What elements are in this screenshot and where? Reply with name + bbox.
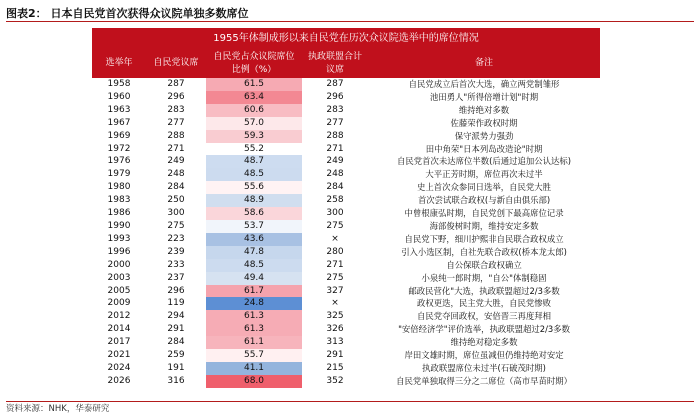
cell-year: 2009: [107, 298, 131, 309]
cell-coalition: 325: [326, 311, 344, 322]
cell-ratio: 55.7: [206, 349, 302, 362]
cell-seats: 294: [167, 311, 185, 322]
cell-coalition: 291: [326, 350, 344, 361]
cell-ratio: 24.8: [206, 297, 302, 310]
cell-ratio: 55.2: [206, 143, 302, 156]
table-row: [92, 168, 600, 181]
cell-coalition: 352: [326, 375, 344, 386]
cell-note: 池田勇人"所得倍增计划"时期: [429, 91, 539, 102]
cell-year: 2003: [107, 272, 131, 283]
table-row: [92, 117, 600, 130]
cell-ratio: 61.3: [206, 310, 302, 323]
table-row: [92, 297, 600, 310]
cell-note: 自民党夺回政权，安倍晋三再度拜相: [417, 311, 552, 322]
cell-year: 1979: [107, 169, 131, 180]
cell-seats: 300: [167, 208, 185, 219]
cell-seats: 233: [167, 259, 185, 270]
cell-seats: 248: [167, 169, 185, 180]
table-column-header-row: [92, 49, 600, 78]
election-seats-table: [92, 28, 600, 388]
cell-note: 维持绝对稳定多数: [450, 337, 518, 348]
table-row: [92, 285, 600, 298]
cell-coalition: 284: [326, 182, 344, 193]
cell-coalition: 271: [326, 259, 344, 270]
table-row: [92, 194, 600, 207]
cell-coalition: 275: [326, 272, 344, 283]
cell-note: 自民党下野，细川护熙非自民联合政权成立: [404, 233, 564, 244]
cell-seats: 223: [167, 233, 185, 244]
table-row: [92, 362, 600, 375]
figure-title: 图表2： 日本自民党首次获得众议院单独多数席位: [6, 6, 694, 22]
cell-note: 海部俊树时期，维持安定多数: [429, 220, 539, 231]
cell-year: 1958: [107, 79, 131, 89]
cell-coalition: 288: [326, 130, 344, 141]
header-seats: 自民党议席: [146, 49, 206, 78]
cell-coalition: 313: [326, 337, 344, 348]
header-ratio: 自民党占众议院席位 比例（%）: [206, 49, 302, 78]
cell-year: 2017: [107, 337, 131, 348]
cell-year: 1960: [107, 91, 131, 102]
cell-seats: 275: [167, 220, 185, 231]
cell-ratio: 48.9: [206, 194, 302, 207]
cell-year: 2005: [107, 285, 131, 296]
table-row: [92, 104, 600, 117]
cell-ratio: 61.1: [206, 336, 302, 349]
cell-seats: 237: [167, 272, 185, 283]
cell-note: 执政联盟席位未过半(石破茂时期): [422, 362, 546, 373]
table-row: [92, 233, 600, 246]
table-row: [92, 91, 600, 104]
table-main-header: 1955年体制成形以来自民党在历次众议院选举中的席位情况: [92, 28, 600, 49]
cell-seats: 250: [167, 195, 185, 206]
cell-year: 2024: [107, 362, 131, 373]
table-row: [92, 375, 600, 388]
cell-coalition: 283: [326, 104, 344, 115]
cell-coalition: 271: [326, 143, 344, 154]
cell-seats: 288: [167, 130, 185, 141]
table-row: [92, 207, 600, 220]
table-row: [92, 349, 600, 362]
cell-coalition: 280: [326, 246, 344, 257]
cell-ratio: 59.3: [206, 130, 302, 143]
cell-note: 佐藤荣作政权时期: [450, 117, 518, 128]
cell-seats: 291: [167, 324, 185, 335]
cell-coalition: 248: [326, 169, 344, 180]
cell-note: 小泉纯一郎时期，"自公"体制稳固: [421, 272, 547, 283]
table-main-header-row: [92, 28, 600, 49]
table-row: [92, 336, 600, 349]
table-row: [92, 246, 600, 259]
cell-ratio: 63.4: [206, 91, 302, 104]
cell-year: 1976: [107, 156, 131, 167]
cell-seats: 119: [167, 298, 185, 309]
cell-coalition: 300: [326, 208, 344, 219]
cell-ratio: 41.1: [206, 362, 302, 375]
header-year: 选举年: [92, 49, 146, 78]
cell-ratio: 60.6: [206, 104, 302, 117]
cell-note: 政权更迭，民主党大胜，自民党惨败: [417, 298, 552, 309]
cell-ratio: 58.6: [206, 207, 302, 220]
cell-seats: 284: [167, 182, 185, 193]
table-row: [92, 323, 600, 336]
cell-note: 引入小选区制，自社先联合政权(桥本龙太郎): [401, 246, 567, 257]
cell-seats: 296: [167, 285, 185, 296]
cell-year: 2026: [107, 375, 131, 386]
header-coalition: 执政联盟合计 议席: [302, 49, 368, 78]
cell-year: 1980: [107, 182, 131, 193]
cell-ratio: 53.7: [206, 220, 302, 233]
cell-coalition: 215: [326, 362, 344, 373]
cell-seats: 249: [167, 156, 185, 167]
cell-year: 1986: [107, 208, 131, 219]
cell-year: 2000: [107, 259, 131, 270]
cell-note: 田中角荣"日本列岛改造论"时期: [425, 143, 543, 154]
cell-ratio: 68.0: [206, 375, 302, 388]
cell-ratio: 61.7: [206, 285, 302, 298]
cell-note: 自民党首次未达席位半数(后通过追加公认达标): [397, 156, 572, 167]
cell-year: 2014: [107, 324, 131, 335]
table-row: [92, 181, 600, 194]
cell-note: 邮政民营化"大选，执政联盟超过2/3多数: [408, 285, 560, 296]
cell-note: 自民党成立后首次大选，确立两党制雏形: [408, 79, 560, 89]
table-row: [92, 259, 600, 272]
cell-seats: 296: [167, 91, 185, 102]
cell-year: 1996: [107, 246, 131, 257]
cell-note: 中曾根康弘时期，自民党创下最高席位记录: [404, 208, 564, 219]
table-row: [92, 78, 600, 91]
cell-year: 1990: [107, 220, 131, 231]
cell-coalition: ×: [331, 233, 339, 244]
cell-year: 1983: [107, 195, 131, 206]
cell-ratio: 48.5: [206, 259, 302, 272]
cell-ratio: 61.3: [206, 323, 302, 336]
cell-coalition: 327: [326, 285, 344, 296]
cell-note: 自公保联合政权确立: [446, 259, 522, 270]
cell-ratio: 55.6: [206, 181, 302, 194]
cell-seats: 191: [167, 362, 185, 373]
cell-coalition: 277: [326, 117, 344, 128]
cell-coalition: 287: [326, 79, 344, 89]
cell-ratio: 48.5: [206, 168, 302, 181]
cell-year: 1969: [107, 130, 131, 141]
cell-note: 大平正芳时期，席位再次未过半: [425, 169, 543, 180]
cell-ratio: 48.7: [206, 155, 302, 168]
cell-coalition: 326: [326, 324, 344, 335]
cell-ratio: 43.6: [206, 233, 302, 246]
cell-seats: 259: [167, 350, 185, 361]
cell-seats: 287: [167, 79, 185, 89]
cell-year: 1963: [107, 104, 131, 115]
cell-note: "安倍经济学"评价选举，执政联盟超过2/3多数: [398, 324, 570, 335]
cell-year: 1993: [107, 233, 131, 244]
table-row: [92, 143, 600, 156]
cell-ratio: 57.0: [206, 117, 302, 130]
cell-note: 首次尝试联合政权(与新自由俱乐部): [417, 195, 551, 206]
table-row: [92, 155, 600, 168]
cell-note: 自民党单独取得三分之二席位（高市早苗时期）: [396, 375, 572, 386]
cell-note: 岸田文雄时期，席位虽减但仍维持绝对安定: [404, 350, 564, 361]
cell-note: 维持绝对多数: [458, 104, 510, 115]
cell-coalition: ×: [331, 298, 339, 309]
cell-seats: 271: [167, 143, 185, 154]
cell-coalition: 258: [326, 195, 344, 206]
cell-seats: 277: [167, 117, 185, 128]
cell-coalition: 275: [326, 220, 344, 231]
cell-ratio: 61.5: [206, 78, 302, 91]
cell-year: 1967: [107, 117, 131, 128]
cell-year: 2021: [107, 350, 131, 361]
table-row: [92, 272, 600, 285]
table-row: [92, 220, 600, 233]
cell-coalition: 249: [326, 156, 344, 167]
table-row: [92, 310, 600, 323]
cell-year: 1972: [107, 143, 131, 154]
cell-ratio: 49.4: [206, 272, 302, 285]
cell-coalition: 296: [326, 91, 344, 102]
header-note: 备注: [368, 49, 600, 78]
cell-year: 2012: [107, 311, 131, 322]
cell-ratio: 47.8: [206, 246, 302, 259]
figure-source: 资料来源：NHK，华泰研究: [6, 401, 694, 416]
cell-seats: 316: [167, 375, 185, 386]
cell-note: 保守派势力强劲: [454, 130, 514, 141]
cell-note: 史上首次众参同日选举，自民党大胜: [417, 182, 552, 193]
cell-seats: 283: [167, 104, 185, 115]
cell-seats: 239: [167, 246, 185, 257]
cell-seats: 284: [167, 337, 185, 348]
table-row: [92, 130, 600, 143]
